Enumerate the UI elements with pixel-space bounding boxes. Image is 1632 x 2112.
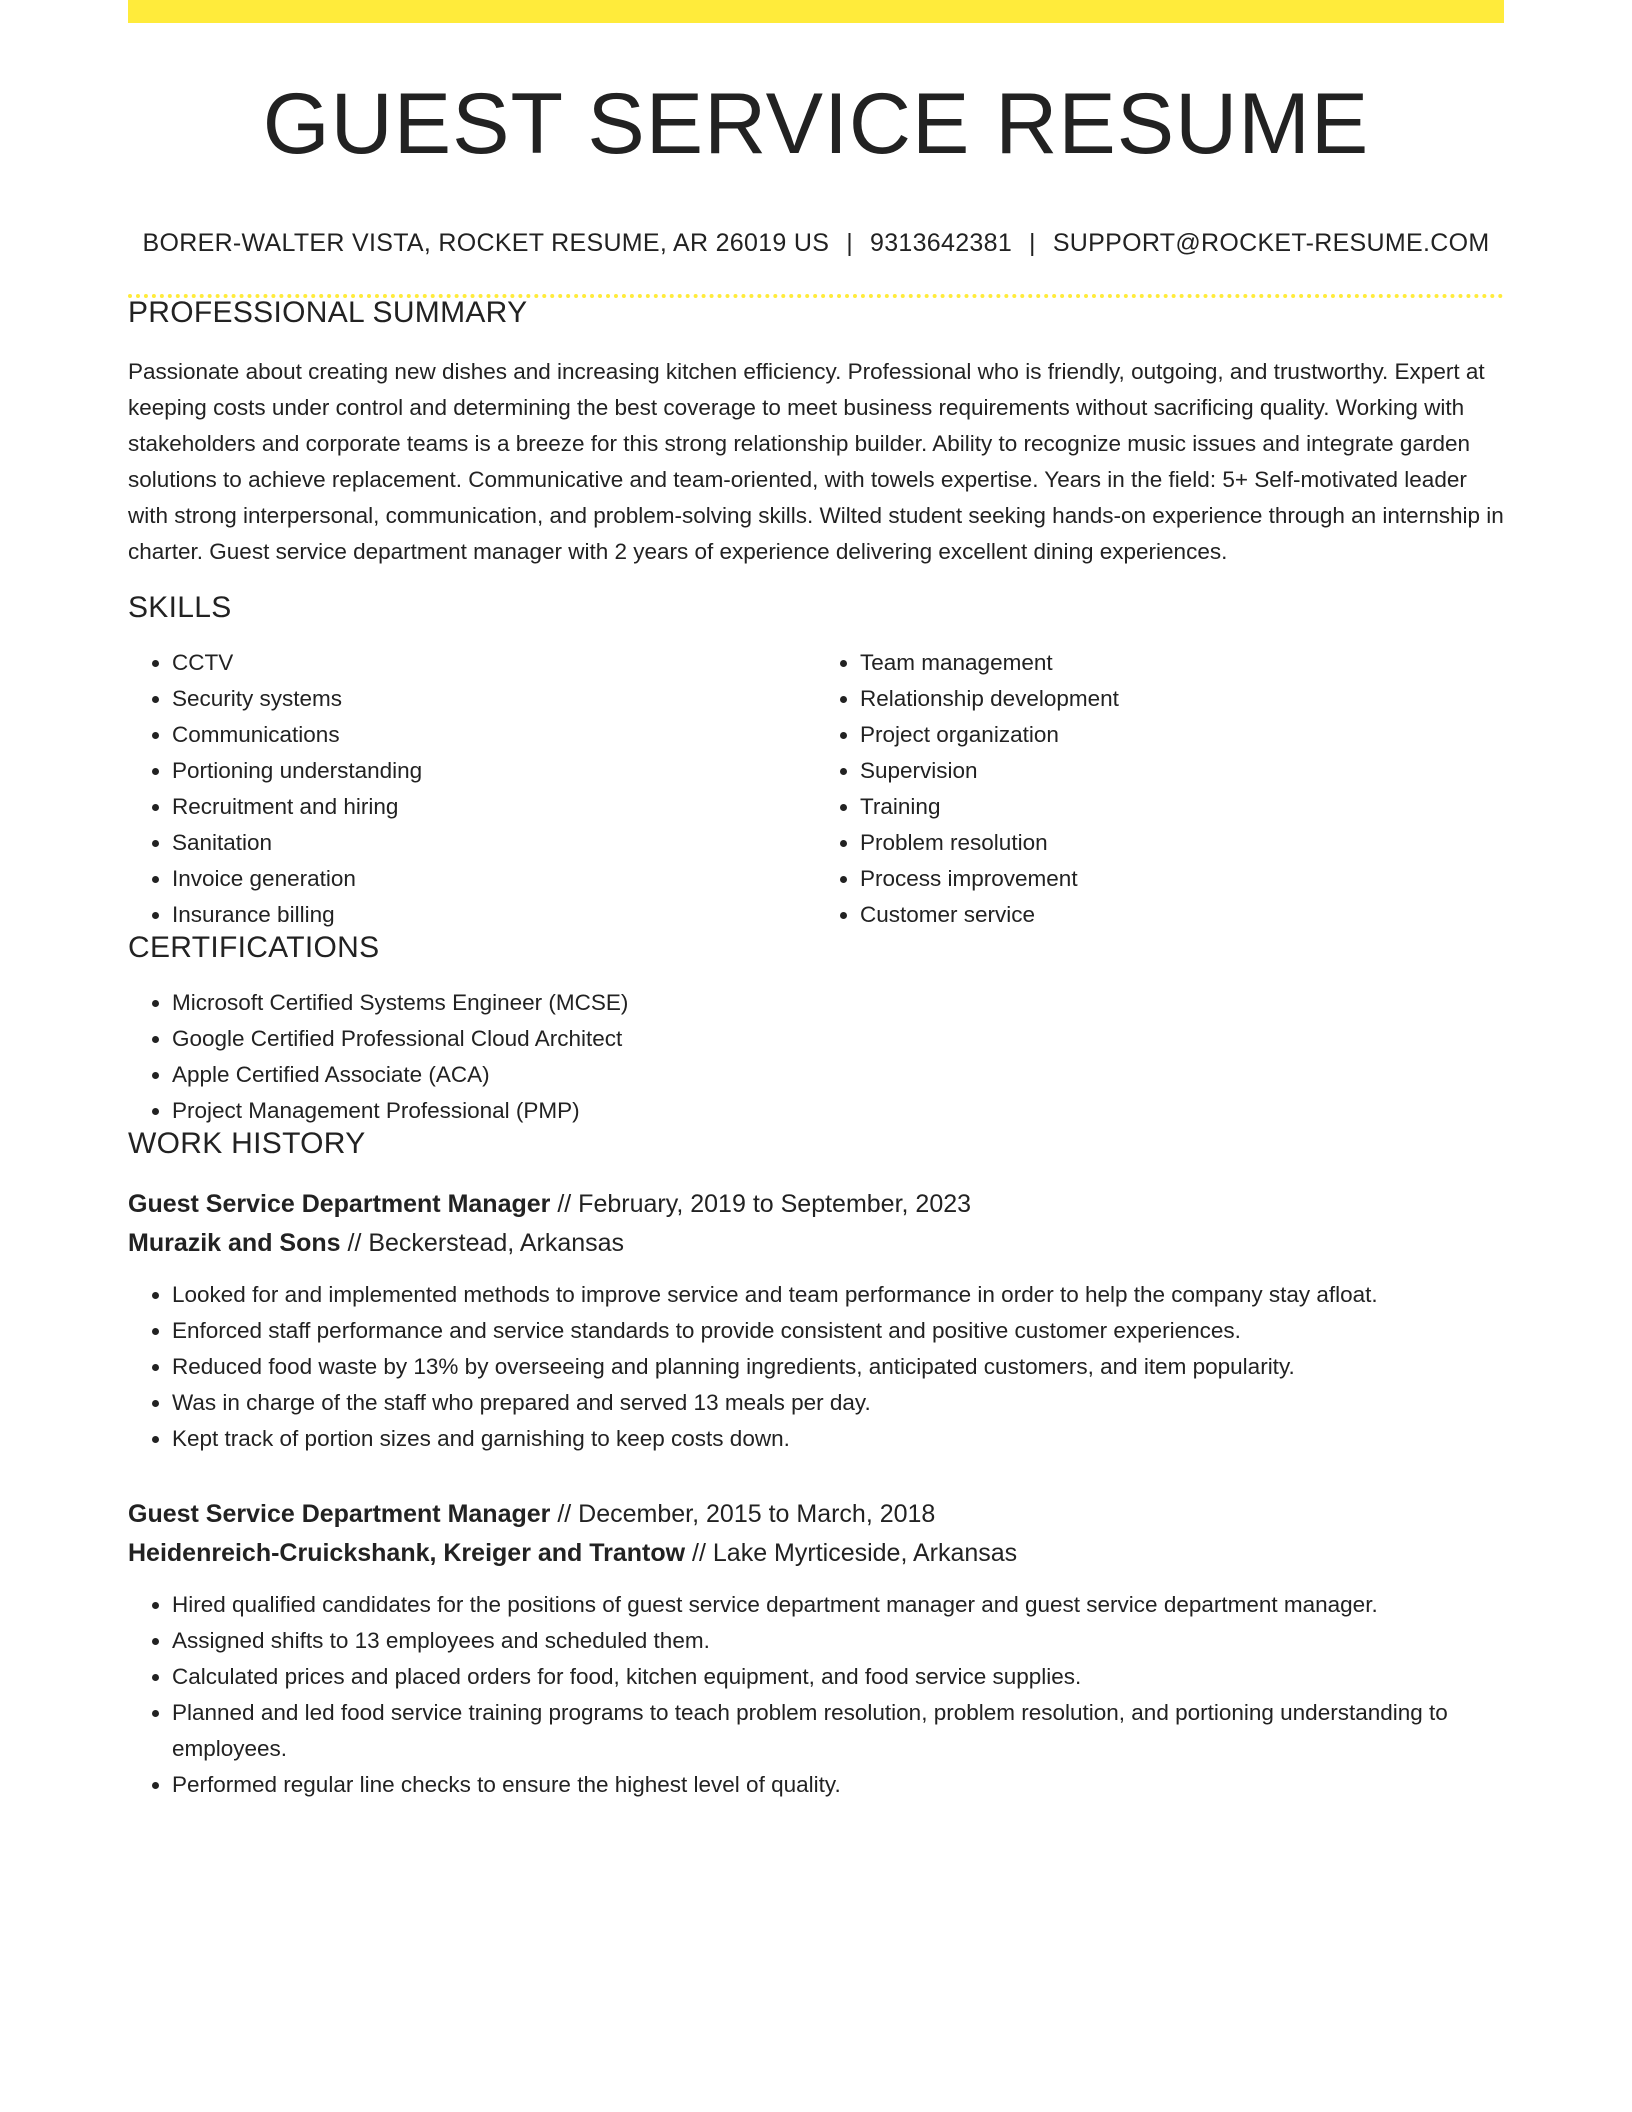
skills-heading: SKILLS xyxy=(128,590,232,624)
skill-item: • Training xyxy=(860,789,1504,825)
skill-item: • Insurance billing xyxy=(172,897,816,933)
job-role-line xyxy=(128,1185,1504,1224)
accent-top-bar xyxy=(128,0,1504,23)
job-dates: // December, 2015 to March, 2018 xyxy=(557,1499,936,1528)
contact-separator: | xyxy=(846,229,853,257)
certifications-heading: CERTIFICATIONS xyxy=(128,930,380,964)
skill-item: • Team management xyxy=(860,645,1504,681)
job-bullet: • Assigned shifts to 13 employees and scheduled them. xyxy=(172,1623,1504,1659)
job-bullet: • Hired qualified candidates for the positions of guest service department manager and guest service department manager. xyxy=(172,1587,1504,1623)
certification-item: • Apple Certified Associate (ACA) xyxy=(172,1057,1504,1093)
job-bullet: • Looked for and implemented methods to improve service and team performance in order to help the company stay afloat. xyxy=(172,1277,1504,1313)
resume-page xyxy=(128,0,1504,1803)
skills-columns xyxy=(128,645,1504,933)
skill-item: • CCTV xyxy=(172,645,816,681)
job-role: Guest Service Department Manager xyxy=(128,1189,551,1218)
job-bullet: • Kept track of portion sizes and garnishing to keep costs down. xyxy=(172,1421,1504,1457)
contact-phone: 9313642381 xyxy=(869,229,1013,257)
skill-item: • Recruitment and hiring xyxy=(172,789,816,825)
job-bullet: • Performed regular line checks to ensure the highest level of quality. xyxy=(172,1767,1504,1803)
job-company: Heidenreich-Cruickshank, Kreiger and Trantow xyxy=(128,1538,686,1567)
skill-item: • Relationship development xyxy=(860,681,1504,717)
skill-item: • Communications xyxy=(172,717,816,753)
summary-heading: PROFESSIONAL SUMMARY xyxy=(128,296,528,329)
contact-line xyxy=(128,231,1504,256)
summary-text: Passionate about creating new dishes and increasing kitchen efficiency. Professional who is friendly, outgoing, and trustworthy. Expert at keeping costs under control and determining the best coverage to meet business requirements without sacrificing quality. Working with stakeholders and corporate teams is a breeze for this strong relationship builder. Ability to recognize music issues and integrate garden solutions to achieve replacement. Communicative and team-oriented, with towels expertise. Years in the field: 5+ Self-motivated leader with strong interpersonal, communication, and problem-solving skills. Wilted student seeking hands-on experience through an internship in charter. Guest service department manager with 2 years of experience delivering excellent dining experiences. xyxy=(128,359,1504,564)
job-role: Guest Service Department Manager xyxy=(128,1499,551,1528)
skill-item: • Customer service xyxy=(860,897,1504,933)
job-bullet: • Was in charge of the staff who prepared and served 13 meals per day. xyxy=(172,1385,1504,1421)
contact-separator: | xyxy=(1029,229,1036,257)
job-location: // Lake Myrticeside, Arkansas xyxy=(692,1538,1018,1567)
skill-item: • Invoice generation xyxy=(172,861,816,897)
contact-email[interactable]: SUPPORT@ROCKET-RESUME.COM xyxy=(1052,229,1490,257)
certification-item: • Microsoft Certified Systems Engineer (MCSE) xyxy=(172,985,1504,1021)
skill-item: • Process improvement xyxy=(860,861,1504,897)
job-entry xyxy=(128,1185,1504,1457)
job-company-line xyxy=(128,1534,1504,1573)
job-bullets xyxy=(128,1277,1504,1457)
skills-list-left xyxy=(128,645,816,933)
job-dates: // February, 2019 to September, 2023 xyxy=(557,1189,972,1218)
skills-list-right xyxy=(816,645,1504,933)
skill-item: • Supervision xyxy=(860,753,1504,789)
job-location: // Beckerstead, Arkansas xyxy=(347,1228,625,1257)
resume-title: GUEST SERVICE RESUME xyxy=(262,76,1370,172)
skill-item: • Project organization xyxy=(860,717,1504,753)
job-bullet: • Calculated prices and placed orders for food, kitchen equipment, and food service supplies. xyxy=(172,1659,1504,1695)
certification-item: • Google Certified Professional Cloud Architect xyxy=(172,1021,1504,1057)
skill-item: • Portioning understanding xyxy=(172,753,816,789)
job-bullet: • Reduced food waste by 13% by overseeing and planning ingredients, anticipated customers, and item popularity. xyxy=(172,1349,1504,1385)
skill-item: • Problem resolution xyxy=(860,825,1504,861)
skill-item: • Security systems xyxy=(172,681,816,717)
job-role-line xyxy=(128,1495,1504,1534)
skill-item: • Sanitation xyxy=(172,825,816,861)
job-bullets xyxy=(128,1587,1504,1803)
certification-item: • Project Management Professional (PMP) xyxy=(172,1093,1504,1129)
job-company-line xyxy=(128,1224,1504,1263)
job-entry xyxy=(128,1495,1504,1803)
work-history-heading: WORK HISTORY xyxy=(128,1126,366,1160)
job-bullet: • Planned and led food service training programs to teach problem resolution, problem resolution, and portioning understanding to employees. xyxy=(172,1695,1504,1767)
job-company: Murazik and Sons xyxy=(128,1228,341,1257)
certifications-list xyxy=(128,985,1504,1129)
job-bullet: • Enforced staff performance and service standards to provide consistent and positive customer experiences. xyxy=(172,1313,1504,1349)
contact-address: BORER-WALTER VISTA, ROCKET RESUME, AR 26019 US xyxy=(142,229,830,257)
